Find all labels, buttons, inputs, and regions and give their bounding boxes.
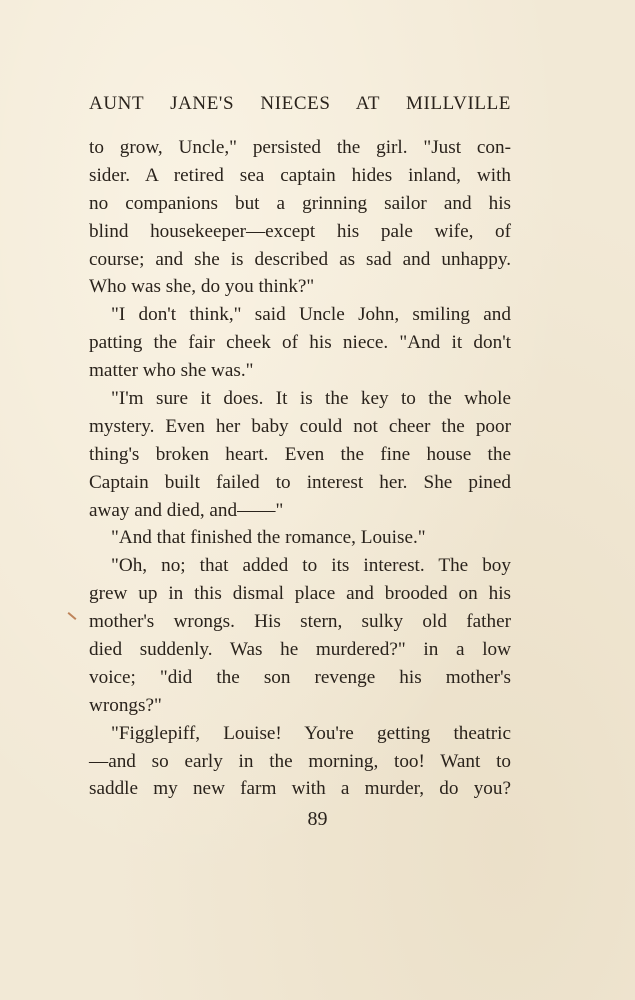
text-line: saddle my new farm with a murder, do you? <box>89 778 511 800</box>
text-line: died suddenly. Was he murdered?" in a low <box>89 639 511 661</box>
text-line: no companions but a grinning sailor and his <box>89 192 511 214</box>
text-line: "I'm sure it does. It is the key to the whole <box>111 388 511 410</box>
text-line: patting the fair cheek of his niece. "And it don't <box>89 332 511 354</box>
text-line: voice; "did the son revenge his mother's <box>89 666 511 688</box>
stray-ink-mark <box>68 612 77 620</box>
text-line: "Oh, no; that added to its interest. The boy <box>111 555 511 577</box>
text-line: wrongs?" <box>89 694 162 716</box>
text-line: thing's broken heart. Even the fine house the <box>89 443 511 465</box>
body-text <box>89 134 511 803</box>
text-line: "Figglepiff, Louise! You're getting theatric <box>111 722 511 744</box>
text-line: Who was she, do you think?" <box>89 276 315 298</box>
text-line: mystery. Even her baby could not cheer the poor <box>89 415 511 437</box>
text-line: sider. A retired sea captain hides inland, with <box>89 164 511 186</box>
text-line: "I don't think," said Uncle John, smiling and <box>111 304 511 326</box>
text-line: grew up in this dismal place and brooded on his <box>89 583 511 605</box>
text-line: blind housekeeper—except his pale wife, of <box>89 220 511 242</box>
text-line: mother's wrongs. His stern, sulky old father <box>89 611 511 633</box>
text-line: Captain built failed to interest her. She pined <box>89 471 511 493</box>
text-line: "And that finished the romance, Louise." <box>111 527 426 549</box>
running-head: AUNT JANE'S NIECES AT MILLVILLE <box>89 93 511 114</box>
text-line: matter who she was." <box>89 360 254 382</box>
text-line: course; and she is described as sad and unhappy. <box>89 248 511 270</box>
text-line: away and died, and——" <box>89 499 284 521</box>
text-line: to grow, Uncle," persisted the girl. "Just con- <box>89 137 511 158</box>
text-line: —and so early in the morning, too! Want to <box>89 750 511 772</box>
page-number: 89 <box>307 808 328 830</box>
